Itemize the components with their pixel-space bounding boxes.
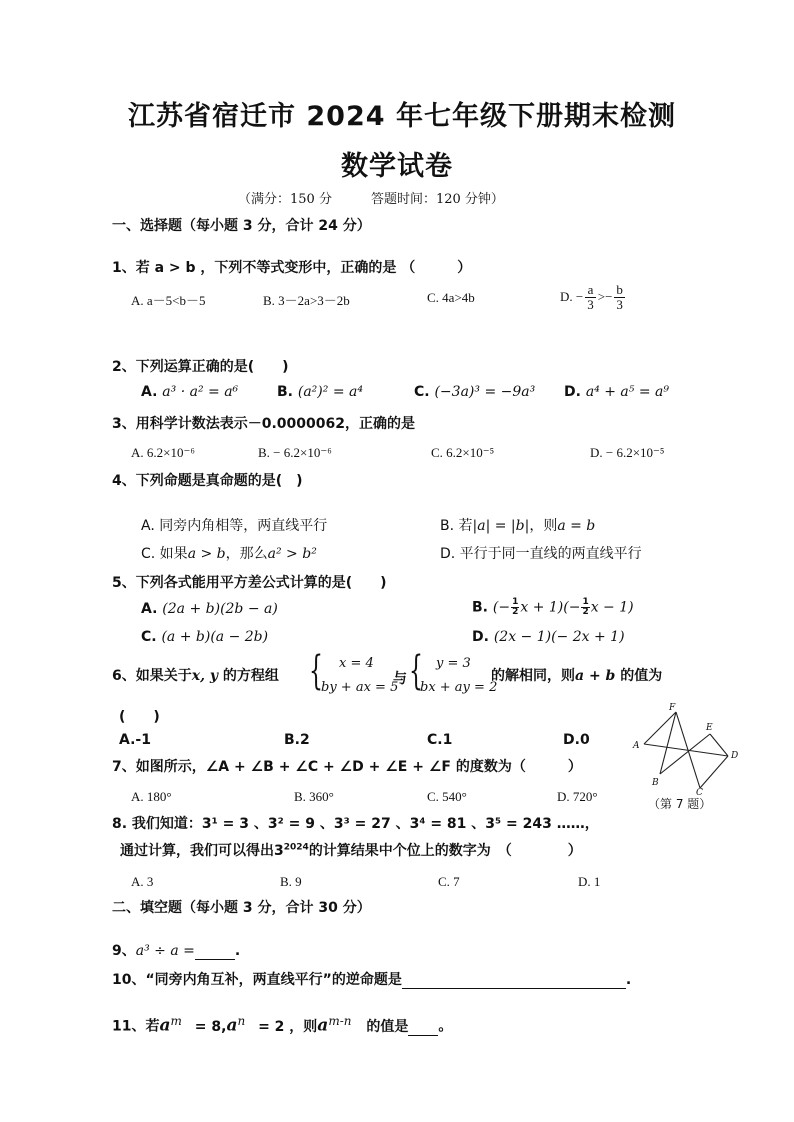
figure-label-a: A — [633, 741, 640, 751]
question-3-option-a: A. 6.2×10⁻⁶ — [131, 445, 195, 460]
question-1-stem: 1、若 a > b ，下列不等式变形中，正确的是 （ ） — [112, 260, 472, 276]
figure-segment-af — [644, 712, 676, 744]
question-2-option-b: B. (a²)² = a⁴ — [277, 384, 363, 400]
question-7-option-a: A. 180° — [131, 789, 172, 804]
question-7-option-b: B. 360° — [294, 789, 334, 804]
question-2-option-d: D. a⁴ + a⁵ = a⁹ — [564, 384, 669, 400]
figure-label-c: C — [696, 788, 703, 796]
figure-label-b: B — [652, 778, 659, 788]
question-8-option-a: A. 3 — [131, 874, 154, 889]
question-10: 10、“同旁内角互补，两直线平行”的逆命题是 . — [112, 972, 632, 988]
question-6-option-c: C.1 — [427, 732, 453, 748]
figure-caption: （第 7 题） — [648, 797, 712, 811]
question-4-option-a: A. 同旁内角相等，两直线平行 — [141, 518, 328, 534]
star-figure — [628, 700, 746, 796]
question-8-option-c: C. 7 — [438, 874, 460, 889]
question-8-option-d: D. 1 — [578, 874, 601, 889]
question-4-stem: 4、下列命题是真命题的是( ) — [112, 473, 303, 489]
question-6-option-b: B.2 — [284, 732, 310, 748]
system-2-equation-2: bx + ay = 2 — [420, 680, 498, 695]
question-11-answer-blank[interactable] — [408, 1021, 438, 1036]
figure-segment-de — [710, 734, 728, 756]
question-5-option-a: A. (2a + b)(2b − a) — [141, 601, 278, 617]
question-6-conj: 与 — [393, 671, 407, 687]
question-2-option-a: A. a³ · a² = a⁶ — [141, 384, 239, 400]
question-6-option-a: A.-1 — [119, 732, 151, 748]
exam-title-line2: 数学试卷 — [341, 151, 453, 182]
figure-segment-bf — [660, 712, 676, 774]
question-9: 9、a³ ÷ a = . — [112, 943, 241, 959]
question-8-line-1: 8. 我们知道：3¹ = 3 、3² = 9 、3³ = 27 、3⁴ = 81 、3⁵ = 243 ……， — [112, 816, 599, 832]
system-2-brace: { — [409, 648, 423, 694]
question-4-option-c: C. 如果a > b，那么a² > b² — [141, 546, 317, 562]
question-9-answer-blank[interactable] — [195, 959, 235, 960]
system-1-equation-2: by + ax = 5 — [321, 680, 399, 695]
question-3-stem: 3、用科学计数法表示－0.0000062，正确的是 — [112, 416, 415, 432]
question-2-stem: 2、下列运算正确的是( ) — [112, 359, 289, 375]
question-3-option-c: C. 6.2×10⁻⁵ — [431, 445, 495, 460]
question-5-option-d: D. (2x − 1)(− 2x + 1) — [472, 629, 625, 645]
question-3-option-d: D. − 6.2×10⁻⁵ — [590, 445, 665, 460]
question-1-option-a: A. a－5<b－5 — [131, 293, 206, 308]
question-5-stem: 5、下列各式能用平方差公式计算的是( ) — [112, 575, 387, 591]
question-11: 11、若$a^m = 8,a^n = 2$ ，则$a^{m-n}$ 的值是 。 — [112, 1014, 453, 1036]
question-4-option-d: D. 平行于同一直线的两直线平行 — [440, 546, 642, 562]
question-2-option-c: C. (−3a)³ = −9a³ — [414, 384, 536, 400]
figure-label-e: E — [706, 723, 713, 733]
system-1-brace: { — [309, 648, 323, 694]
question-7-option-d: D. 720° — [557, 789, 598, 804]
question-1-option-c: C. 4a>4b — [427, 290, 475, 305]
exam-subtitle: （满分：150 分 答题时间：120 分钟） — [238, 192, 504, 207]
question-1-option-b: B. 3－2a>3－2b — [263, 293, 350, 308]
system-2-equation-1: y = 3 — [436, 656, 471, 671]
section-heading-choice: 一、选择题（每小题 3 分，合计 24 分） — [112, 218, 371, 234]
question-6-answer-paren: ( ) — [119, 709, 160, 725]
question-3-option-b: B. − 6.2×10⁻⁶ — [258, 445, 332, 460]
question-7-stem: 7、如图所示，∠A + ∠B + ∠C + ∠D + ∠E + ∠F 的度数为（ ） — [112, 759, 582, 775]
figure-label-f: F — [669, 703, 676, 713]
question-8-line-2: 通过计算，我们可以得出$3^{2024}$的计算结果中个位上的数字为 （ ） — [120, 842, 582, 859]
system-1-equation-1: x = 4 — [339, 656, 374, 671]
question-7-option-c: C. 540° — [427, 789, 467, 804]
figure-label-d: D — [731, 751, 739, 761]
figure-segment-ad — [644, 744, 728, 756]
question-6-stem: 6、如果关于x, y 的方程组 — [112, 668, 279, 684]
question-4-option-b: B. 若|a| = |b|，则a = b — [440, 518, 596, 534]
question-5-option-b: B. (− $\frac{1}{2}$ x + 1)(− $\frac{1}{2}$ x − 1) — [472, 597, 634, 617]
question-8-option-b: B. 9 — [280, 874, 302, 889]
question-5-option-c: C. (a + b)(a − 2b) — [141, 629, 269, 645]
question-6-stem-end: 的解相同，则a + b 的值为 — [491, 668, 663, 684]
figure-segment-cd — [700, 756, 728, 788]
section-heading-fill-blank: 二、填空题（每小题 3 分，合计 30 分） — [112, 900, 371, 916]
question-10-answer-blank[interactable] — [402, 974, 626, 989]
question-6-option-d: D.0 — [563, 732, 590, 748]
exam-title-line1: 江苏省宿迁市 2024 年七年级下册期末检测 — [128, 101, 676, 132]
question-1-option-d: D. − $\frac{a}{3}$ >− $\frac{b}{3}$ — [560, 282, 623, 312]
